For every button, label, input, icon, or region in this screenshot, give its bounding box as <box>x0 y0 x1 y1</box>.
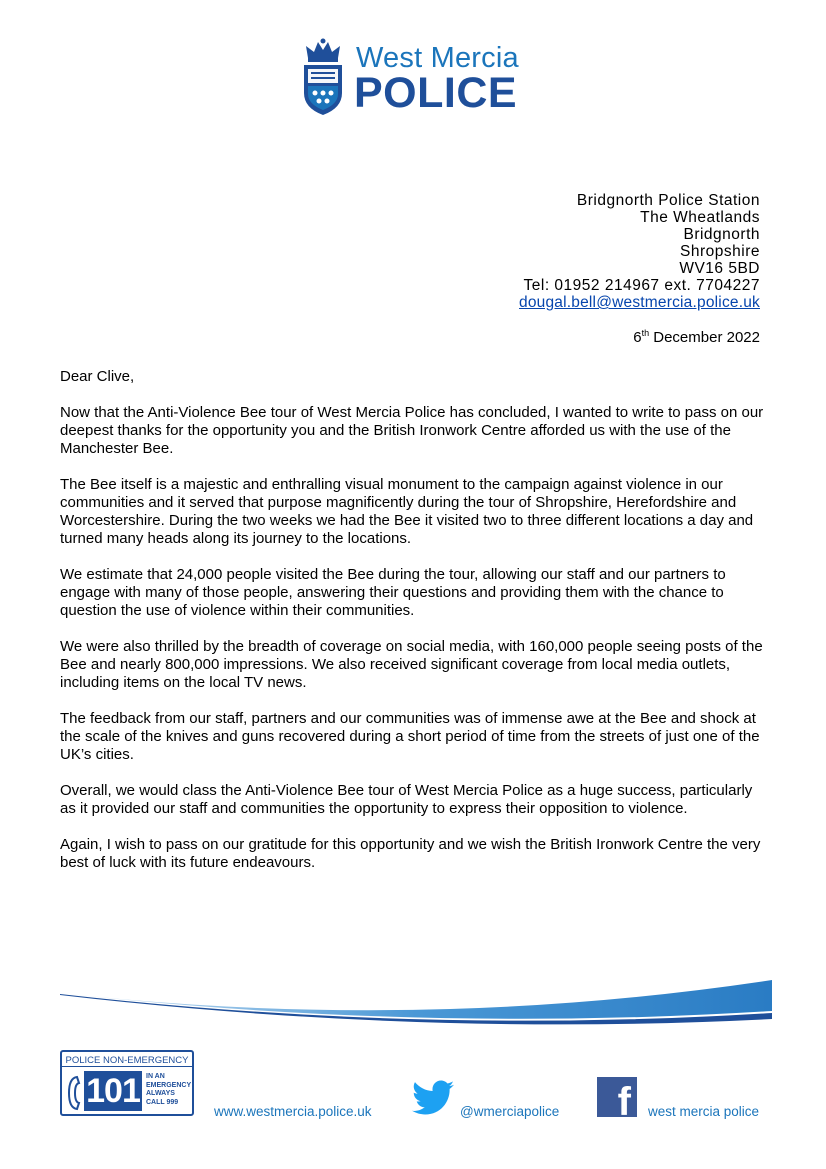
footer-wave-graphic <box>0 975 826 1055</box>
org-name-line1: West Mercia <box>356 42 519 74</box>
org-name-line2: POLICE <box>354 69 518 117</box>
non-emergency-number: 101 <box>84 1071 142 1111</box>
phone-icon <box>66 1074 82 1112</box>
address-line: Bridgnorth Police Station <box>576 192 760 209</box>
website-link[interactable]: www.westmercia.police.uk <box>214 1104 372 1119</box>
facebook-link[interactable]: west mercia police <box>648 1104 760 1119</box>
facebook-icon[interactable]: f <box>597 1077 637 1117</box>
address-telephone: Tel: 01952 214967 ext. 7704227 <box>523 277 760 294</box>
twitter-handle-link[interactable]: @wmerciapolice <box>460 1104 560 1119</box>
address-line: Shropshire <box>680 243 760 260</box>
salutation: Dear Clive, <box>60 368 135 385</box>
paragraph: Now that the Anti-Violence Bee tour of West Mercia Police has concluded, I wanted to write to pass on our deepest thanks for the opportunity you and the British Ironwork Centre afforded us with the use of the Manchester Bee. <box>60 404 764 457</box>
address-postcode: WV16 5BD <box>679 260 760 277</box>
date-month-year: December 2022 <box>649 329 760 346</box>
date-day: 6 <box>633 329 642 346</box>
paragraph: Overall, we would class the Anti-Violence Bee tour of West Mercia Police as a huge success, particularly as it provided our staff and communities the opportunity to express their opposition to violence. <box>60 782 753 817</box>
paragraph: We were also thrilled by the breadth of coverage on social media, with 160,000 people seeing posts of the Bee and nearly 800,000 impressions. We also received significant coverage from local media outlets, including items on the local TV news. <box>60 638 763 691</box>
paragraph: Again, I wish to pass on our gratitude for this opportunity and we wish the British Ironwork Centre the very best of luck with its future endeavours. <box>60 836 761 871</box>
non-emergency-title: POLICE NON-EMERGENCY <box>62 1052 192 1067</box>
paragraph: The feedback from our staff, partners and our communities was of immense awe at the Bee and shock at the scale of the knives and guns recovered during a short period of time from the streets of just one of the UK’s cities. <box>60 710 760 763</box>
emergency-note: IN AN EMERGENCY ALWAYS CALL 999 <box>146 1073 192 1106</box>
sender-address <box>519 192 760 311</box>
west-mercia-police-logo <box>300 38 530 118</box>
non-emergency-box <box>60 1050 194 1116</box>
email-link[interactable]: dougal.bell@westmercia.police.uk <box>519 294 760 311</box>
twitter-icon[interactable] <box>412 1080 454 1116</box>
paragraph: We estimate that 24,000 people visited the Bee during the tour, allowing our staff and our partners to engage with many of those people, answering their questions and providing them with the chance to question the use of violence within their communities. <box>60 566 726 619</box>
address-line: The Wheatlands <box>640 209 760 226</box>
paragraph: The Bee itself is a majestic and enthralling visual monument to the campaign against violence in our communities and it served that purpose magnificently during the tour of Shropshire, Herefordshire and Worcestershire. During the two weeks we had the Bee it visited two to three different locations a day and turned many heads along its journey to the locations. <box>60 476 754 547</box>
letter-date <box>633 328 760 346</box>
police-crest-icon <box>300 38 346 116</box>
letter-body <box>60 368 772 890</box>
address-line: Bridgnorth <box>683 226 760 243</box>
date-suffix: th <box>641 328 650 338</box>
